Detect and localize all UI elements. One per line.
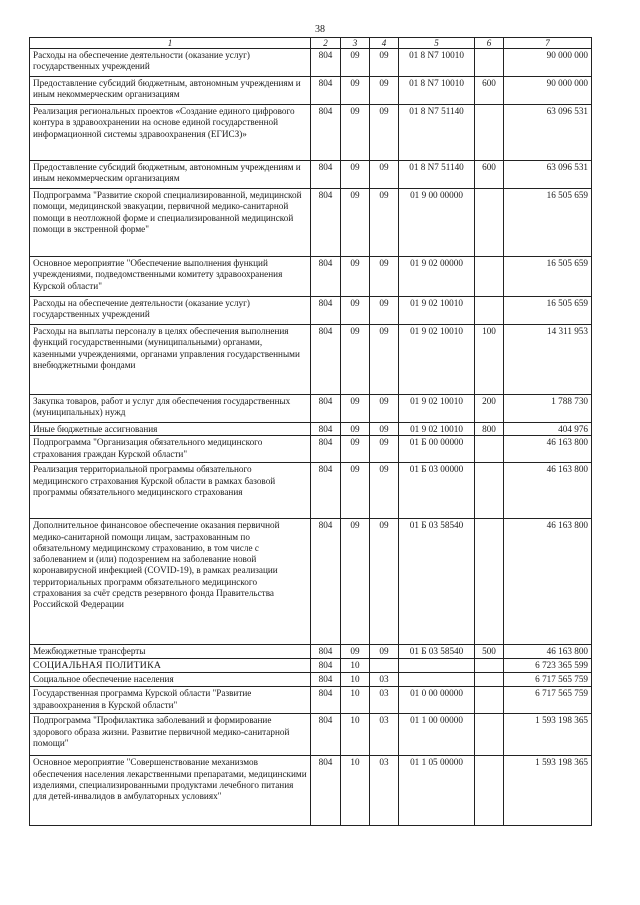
table-header-row — [30, 38, 592, 49]
row-sum: 16 505 659 — [504, 257, 592, 297]
row-vedomstvo: 804 — [311, 436, 341, 463]
row-sum: 46 163 800 — [504, 463, 592, 519]
table-row — [30, 161, 592, 189]
row-podrazdel: 03 — [370, 714, 399, 756]
row-kcsr: 01 Б 00 00000 — [399, 436, 475, 463]
row-kcsr: 01 9 02 10010 — [399, 423, 475, 436]
row-name: Предоставление субсидий бюджетным, автономным учреждениям и иным некоммерческим организациям — [30, 77, 311, 105]
row-sum: 16 505 659 — [504, 297, 592, 325]
row-vedomstvo: 804 — [311, 395, 341, 423]
row-vedomstvo: 804 — [311, 325, 341, 395]
row-vr — [475, 436, 504, 463]
row-vr — [475, 714, 504, 756]
row-vedomstvo: 804 — [311, 687, 341, 714]
table-row — [30, 673, 592, 687]
row-name: Предоставление субсидий бюджетным, автономным учреждениям и иным некоммерческим организациям — [30, 161, 311, 189]
row-sum: 46 163 800 — [504, 436, 592, 463]
table-row — [30, 756, 592, 826]
row-podrazdel: 09 — [370, 463, 399, 519]
row-kcsr — [399, 673, 475, 687]
row-sum: 6 723 365 599 — [504, 659, 592, 673]
header-cell: 4 — [370, 38, 399, 49]
row-sum: 90 000 000 — [504, 49, 592, 77]
table-row — [30, 395, 592, 423]
row-sum: 404 976 — [504, 423, 592, 436]
row-vr — [475, 189, 504, 257]
row-vr — [475, 659, 504, 673]
row-podrazdel: 09 — [370, 297, 399, 325]
row-vedomstvo: 804 — [311, 519, 341, 645]
row-kcsr: 01 Б 03 00000 — [399, 463, 475, 519]
row-razdel: 10 — [341, 673, 370, 687]
row-vedomstvo: 804 — [311, 105, 341, 161]
header-cell: 3 — [341, 38, 370, 49]
header-cell: 7 — [504, 38, 592, 49]
row-podrazdel: 09 — [370, 325, 399, 395]
row-kcsr: 01 9 02 00000 — [399, 257, 475, 297]
row-vr: 200 — [475, 395, 504, 423]
row-name: Расходы на обеспечение деятельности (оказание услуг) государственных учреждений — [30, 297, 311, 325]
row-sum: 1 593 198 365 — [504, 756, 592, 826]
row-kcsr: 01 Б 03 58540 — [399, 645, 475, 659]
row-kcsr: 01 8 N7 51140 — [399, 161, 475, 189]
row-podrazdel: 09 — [370, 645, 399, 659]
header-cell: 1 — [30, 38, 311, 49]
row-razdel: 10 — [341, 756, 370, 826]
budget-table — [29, 37, 592, 826]
row-kcsr: 01 9 02 10010 — [399, 297, 475, 325]
header-cell: 2 — [311, 38, 341, 49]
table-row — [30, 645, 592, 659]
row-vr — [475, 756, 504, 826]
row-name: Закупка товаров, работ и услуг для обеспечения государственных (муниципальных) нужд — [30, 395, 311, 423]
table-row — [30, 519, 592, 645]
row-razdel: 09 — [341, 423, 370, 436]
row-name: Дополнительное финансовое обеспечение оказания первичной медико-санитарной помощи лицам, застрахованным по обязательному медицинскому страхованию, в том числе с заболеванием и (или) подозрением на заболевание новой коронавирусной инфекцией (COVID-19), в рамках реализации территориальных программ обязательного медицинского страхования за счёт средств резервного фонда Правительства Российской Федерации — [30, 519, 311, 645]
row-name: СОЦИАЛЬНАЯ ПОЛИТИКА — [30, 659, 311, 673]
row-podrazdel: 09 — [370, 49, 399, 77]
table-row — [30, 325, 592, 395]
row-sum: 63 096 531 — [504, 105, 592, 161]
row-razdel: 09 — [341, 325, 370, 395]
row-kcsr: 01 9 00 00000 — [399, 189, 475, 257]
row-razdel: 09 — [341, 105, 370, 161]
table-row — [30, 659, 592, 673]
row-name: Межбюджетные трансферты — [30, 645, 311, 659]
row-razdel: 09 — [341, 257, 370, 297]
row-vedomstvo: 804 — [311, 189, 341, 257]
row-podrazdel: 03 — [370, 673, 399, 687]
page-number: 38 — [315, 24, 325, 35]
row-vedomstvo: 804 — [311, 77, 341, 105]
row-vr — [475, 463, 504, 519]
row-podrazdel: 09 — [370, 436, 399, 463]
row-kcsr: 01 1 05 00000 — [399, 756, 475, 826]
table-row — [30, 423, 592, 436]
row-podrazdel: 09 — [370, 161, 399, 189]
row-podrazdel: 03 — [370, 756, 399, 826]
row-razdel: 09 — [341, 463, 370, 519]
row-name: Реализация региональных проектов «Создание единого цифрового контура в здравоохранении на основе единой государственной информационной системы здравоохранения (ЕГИСЗ)» — [30, 105, 311, 161]
row-vedomstvo: 804 — [311, 756, 341, 826]
row-vr: 100 — [475, 325, 504, 395]
row-kcsr: 01 Б 03 58540 — [399, 519, 475, 645]
table-row — [30, 436, 592, 463]
row-name: Расходы на выплаты персоналу в целях обеспечения выполнения функций государственными (муниципальными) органами, казенными учреждениями, органами управления государственными внебюджетными фондами — [30, 325, 311, 395]
row-kcsr: 01 0 00 00000 — [399, 687, 475, 714]
row-podrazdel: 03 — [370, 687, 399, 714]
row-vedomstvo: 804 — [311, 659, 341, 673]
row-vr: 800 — [475, 423, 504, 436]
table-row — [30, 297, 592, 325]
table-row — [30, 714, 592, 756]
row-name: Основное мероприятие "Обеспечение выполнения функций учреждениями, подведомственными комитету здравоохранения Курской области" — [30, 257, 311, 297]
table-row — [30, 687, 592, 714]
row-podrazdel: 09 — [370, 423, 399, 436]
row-sum: 90 000 000 — [504, 77, 592, 105]
row-podrazdel: 09 — [370, 77, 399, 105]
row-vedomstvo: 804 — [311, 714, 341, 756]
row-razdel: 09 — [341, 395, 370, 423]
row-sum: 6 717 565 759 — [504, 687, 592, 714]
row-razdel: 09 — [341, 645, 370, 659]
row-sum: 1 788 730 — [504, 395, 592, 423]
row-vedomstvo: 804 — [311, 673, 341, 687]
row-kcsr: 01 9 02 10010 — [399, 395, 475, 423]
row-name: Подпрограмма "Развитие скорой специализированной, медицинской помощи, медицинской эвакуации, первичной медико-санитарной помощи в неотложной форме и специализированной медицинской помощи в экстренной форме" — [30, 189, 311, 257]
row-podrazdel: 09 — [370, 257, 399, 297]
row-vedomstvo: 804 — [311, 645, 341, 659]
row-name: Подпрограмма "Организация обязательного медицинского страхования граждан Курской области" — [30, 436, 311, 463]
row-vr — [475, 673, 504, 687]
row-podrazdel: 09 — [370, 519, 399, 645]
row-razdel: 09 — [341, 297, 370, 325]
row-vedomstvo: 804 — [311, 161, 341, 189]
row-name: Расходы на обеспечение деятельности (оказание услуг) государственных учреждений — [30, 49, 311, 77]
table-row — [30, 49, 592, 77]
row-razdel: 10 — [341, 714, 370, 756]
row-razdel: 09 — [341, 436, 370, 463]
table-row — [30, 105, 592, 161]
table-row — [30, 189, 592, 257]
row-kcsr: 01 9 02 10010 — [399, 325, 475, 395]
row-kcsr — [399, 659, 475, 673]
row-vedomstvo: 804 — [311, 297, 341, 325]
row-sum: 63 096 531 — [504, 161, 592, 189]
table-row — [30, 463, 592, 519]
row-podrazdel: 09 — [370, 189, 399, 257]
row-vedomstvo: 804 — [311, 257, 341, 297]
header-cell: 5 — [399, 38, 475, 49]
row-vedomstvo: 804 — [311, 423, 341, 436]
row-vedomstvo: 804 — [311, 49, 341, 77]
row-kcsr: 01 8 N7 10010 — [399, 49, 475, 77]
row-sum: 14 311 953 — [504, 325, 592, 395]
row-vr — [475, 297, 504, 325]
row-name: Подпрограмма "Профилактика заболеваний и формирование здорового образа жизни. Развитие первичной медико-санитарной помощи" — [30, 714, 311, 756]
row-sum: 46 163 800 — [504, 519, 592, 645]
row-razdel: 10 — [341, 687, 370, 714]
header-cell: 6 — [475, 38, 504, 49]
row-vr — [475, 105, 504, 161]
row-name: Государственная программа Курской области "Развитие здравоохранения в Курской области" — [30, 687, 311, 714]
row-vr — [475, 257, 504, 297]
row-vr: 500 — [475, 645, 504, 659]
row-name: Реализация территориальной программы обязательного медицинского страхования Курской области в рамках базовой программы обязательного медицинского страхования — [30, 463, 311, 519]
row-sum: 1 593 198 365 — [504, 714, 592, 756]
row-razdel: 09 — [341, 189, 370, 257]
row-podrazdel: 09 — [370, 395, 399, 423]
row-razdel: 09 — [341, 519, 370, 645]
row-razdel: 09 — [341, 77, 370, 105]
row-vr — [475, 687, 504, 714]
row-vr — [475, 519, 504, 645]
table-row — [30, 77, 592, 105]
row-podrazdel: 09 — [370, 105, 399, 161]
row-sum: 6 717 565 759 — [504, 673, 592, 687]
row-razdel: 09 — [341, 49, 370, 77]
row-name: Основное мероприятие "Совершенствование механизмов обеспечения населения лекарственными препаратами, медицинскими изделиями, специализированными продуктами лечебного питания для детей-инвалидов в амбулаторных условиях" — [30, 756, 311, 826]
row-kcsr: 01 1 00 00000 — [399, 714, 475, 756]
row-sum: 46 163 800 — [504, 645, 592, 659]
row-name: Социальное обеспечение населения — [30, 673, 311, 687]
row-sum: 16 505 659 — [504, 189, 592, 257]
row-name: Иные бюджетные ассигнования — [30, 423, 311, 436]
row-razdel: 09 — [341, 161, 370, 189]
row-razdel: 10 — [341, 659, 370, 673]
row-kcsr: 01 8 N7 10010 — [399, 77, 475, 105]
row-vr — [475, 49, 504, 77]
row-vr: 600 — [475, 161, 504, 189]
row-kcsr: 01 8 N7 51140 — [399, 105, 475, 161]
row-podrazdel — [370, 659, 399, 673]
table-row — [30, 257, 592, 297]
row-vedomstvo: 804 — [311, 463, 341, 519]
row-vr: 600 — [475, 77, 504, 105]
